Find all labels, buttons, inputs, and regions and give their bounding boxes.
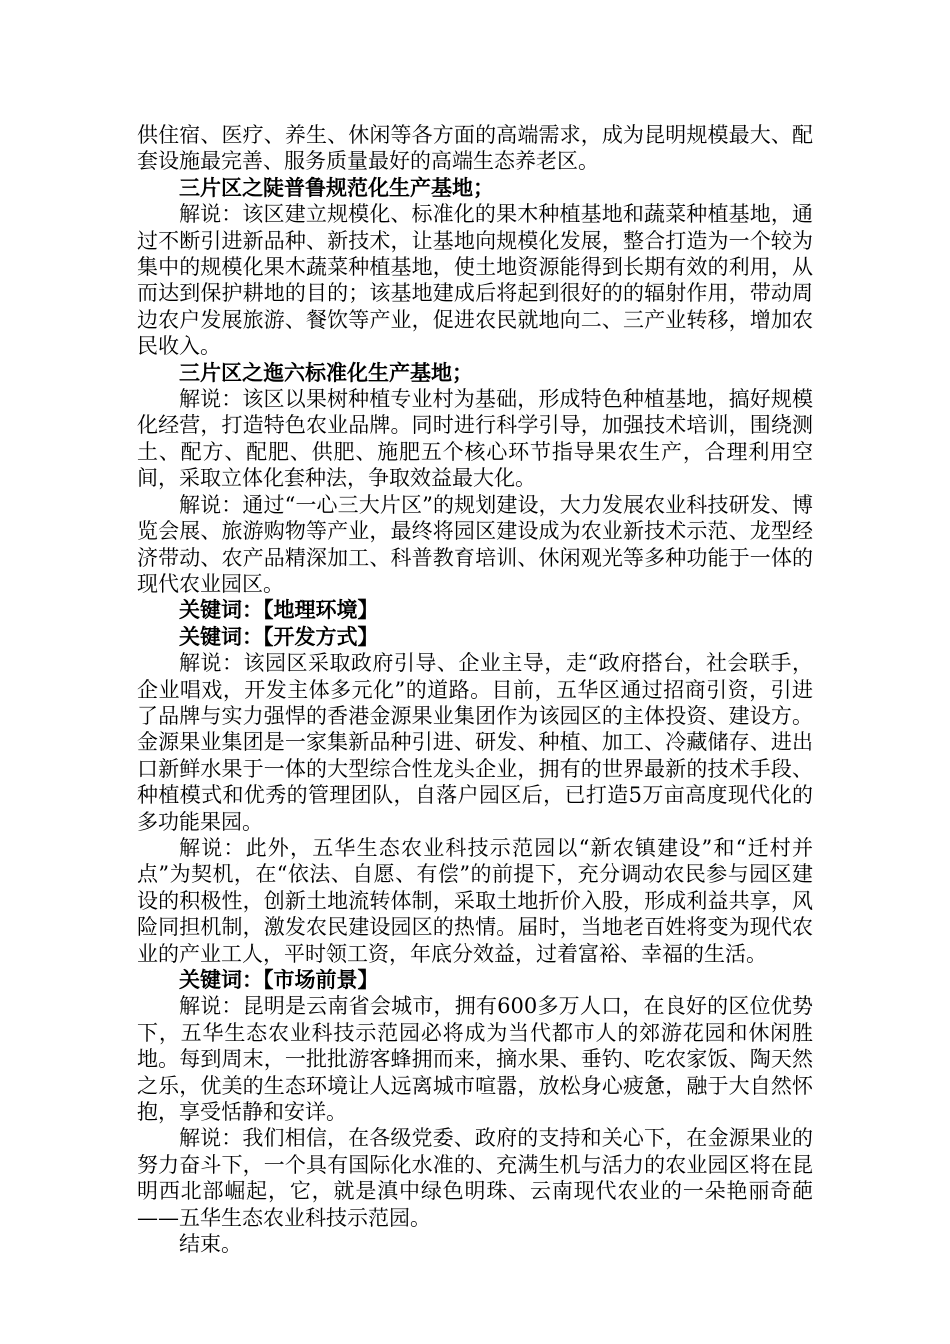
paragraph-continuation: 供住宿、医疗、养生、休闲等各方面的高端需求，成为昆明规模最大、配套设施最完善、服务质量最好的高端生态养老区。 <box>137 123 813 174</box>
heading-yiliu-base: 三片区之迤六标准化生产基地； <box>179 359 473 385</box>
heading-keyword-market: 关键词：【市场前景】 <box>179 967 379 992</box>
document-body <box>137 122 813 1257</box>
heading-dupulu-base: 三片区之陡普鲁规范化生产基地； <box>179 174 494 200</box>
paragraph-development-mode: 解说：该园区采取政府引导、企业主导，走“政府搭台，社会联手，企业唱戏，开发主体多元化”的道路。目前，五华区通过招商引资，引进了品牌与实力强悍的香港金源果业集团作为该园区的主体投资、建设方。金源果业集团是一家集新品种引进、研发、种植、加工、冷藏储存、进出口新鲜水果于一体的大型综合性龙头企业，拥有的世界最新的技术手段、种植模式和优秀的管理团队，自落户园区后，已打造5万亩高度现代化的多功能果园。 <box>137 651 813 834</box>
paragraph-market-outlook: 解说：昆明是云南省会城市，拥有600多万人口，在良好的区位优势下，五华生态农业科技示范园必将成为当代都市人的郊游花园和休闲胜地。每到周末，一批批游客蜂拥而来，摘水果、垂钓、吃农家饭、陶天然之乐，优美的生态环境让人远离城市喧嚣，放松身心疲惫，融于大自然怀抱，享受恬静和安详。 <box>137 994 813 1125</box>
paragraph-dupulu-description: 解说：该区建立规模化、标准化的果木种植基地和蔬菜种植基地，通过不断引进新品种、新技术，让基地向规模化发展，整合打造为一个较为集中的规模化果木蔬菜种植基地，使土地资源能得到长期有效的利用，从而达到保护耕地的目的；该基地建成后将起到很好的的辐射作用，带动周边农户发展旅游、餐饮等产业，促进农民就地向二、三产业转移，增加农民收入。 <box>137 202 813 359</box>
paragraph-conclusion: 解说：我们相信，在各级党委、政府的支持和关心下，在金源果业的努力奋斗下，一个具有国际化水准的、充满生机与活力的农业园区将在昆明西北部崛起，它，就是滇中绿色明珠、云南现代农业的一朵艳丽奇葩——五华生态农业科技示范园。 <box>137 1126 813 1230</box>
heading-keyword-development: 关键词：【开发方式】 <box>179 623 379 649</box>
paragraph-yiliu-description: 解说：该区以果树种植专业村为基础，形成特色种植基地，搞好规模化经营，打造特色农业品牌。同时进行科学引导，加强技术培训，围绕测土、配方、配肥、供肥、施肥五个核心环节指导果农生产，合理利用空间，采取立体化套种法，争取效益最大化。 <box>137 387 813 491</box>
paragraph-end: 结束。 <box>179 1232 242 1257</box>
paragraph-planning-summary: 解说：通过“一心三大片区”的规划建设，大力发展农业科技研发、博览会展、旅游购物等产业，最终将园区建设成为农业新技术示范、龙型经济带动、农产品精深加工、科普教育培训、休闲观光等多种功能于一体的现代农业园区。 <box>137 492 813 596</box>
heading-keyword-geography: 关键词：【地理环境】 <box>179 597 379 623</box>
paragraph-land-transfer: 解说：此外，五华生态农业科技示范园以“新农镇建设”和“迁村并点”为契机，在“依法、自愿、有偿”的前提下，充分调动农民参与园区建设的积极性，创新土地流转体制，采取土地折价入股，形成利益共享，风险同担机制，激发农民建设园区的热情。届时，当地老百姓将变为现代农业的产业工人，平时领工资，年底分效益，过着富裕、幸福的生活。 <box>137 835 813 966</box>
